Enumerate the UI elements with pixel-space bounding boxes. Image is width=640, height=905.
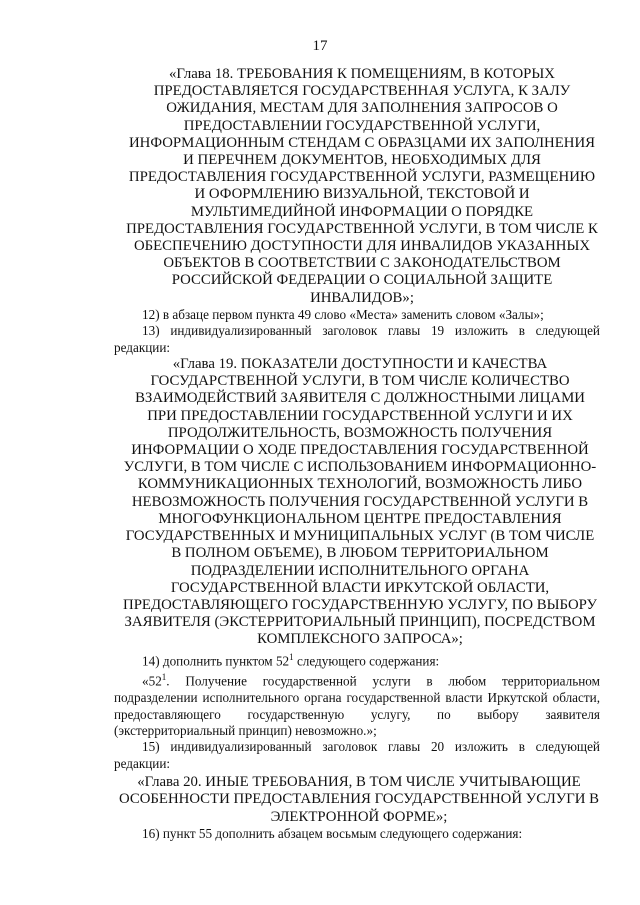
item-15: 15) индивидуализированный заголовок главы 20 изложить в следующей редакции: (114, 739, 600, 771)
chapter-18-heading: «Глава 18. ТРЕБОВАНИЯ К ПОМЕЩЕНИЯМ, В КОТОРЫХ ПРЕДОСТАВЛЯЕТСЯ ГОСУДАРСТВЕННАЯ УСЛУГА, К ЗАЛУ ОЖИДАНИЯ, МЕСТАМ ДЛЯ ЗАПОЛНЕНИЯ ЗАПРОСОВ О ПРЕДОСТАВЛЕНИИ ГОСУДАРСТВЕННОЙ УСЛУГИ, ИНФОРМАЦИОННЫМ СТЕНДАМ С ОБРАЗЦАМИ ИХ ЗАПОЛНЕНИЯ И ПЕРЕЧНЕМ ДОКУМЕНТОВ, НЕОБХОДИМЫХ ДЛЯ ПРЕДОСТАВЛЕНИЯ ГОСУДАРСТВЕННОЙ УСЛУГИ, РАЗМЕЩЕНИЮ И ОФОРМЛЕНИЮ ВИЗУАЛЬНОЙ, ТЕКСТОВОЙ И МУЛЬТИМЕДИЙНОЙ ИНФОРМАЦИИ О ПОРЯДКЕ ПРЕДОСТАВЛЕНИЯ ГОСУДАРСТВЕННОЙ УСЛУГИ, В ТОМ ЧИСЛЕ К ОБЕСПЕЧЕНИЮ ДОСТУПНОСТИ ДЛЯ ИНВАЛИДОВ УКАЗАННЫХ ОБЪЕКТОВ В СООТВЕТСТВИИ С ЗАКОНОДАТЕЛЬСТВОМ РОССИЙСКОЙ ФЕДЕРАЦИИ О СОЦИАЛЬНОЙ ЗАЩИТЕ ИНВАЛИДОВ»; (126, 66, 598, 306)
item-14 (114, 649, 600, 670)
document-body (114, 66, 600, 842)
paragraph-52-1-superscript: 1 (161, 672, 167, 683)
item-12: 12) в абзаце первом пункта 49 слово «Места» заменить словом «Залы»; (142, 306, 544, 322)
item-16: 16) пункт 55 дополнить абзацем восьмым следующего содержания: (142, 825, 523, 841)
chapter-20-heading: «Глава 20. ИНЫЕ ТРЕБОВАНИЯ, В ТОМ ЧИСЛЕ УЧИТЫВАЮЩИЕ ОСОБЕННОСТИ ПРЕДОСТАВЛЕНИЯ ГОСУДАРСТВЕННОЙ УСЛУГИ В ЭЛЕКТРОННОЙ ФОРМЕ»; (118, 774, 600, 825)
item-14-tail: следующего содержания: (293, 652, 440, 668)
chapter-19-heading: «Глава 19. ПОКАЗАТЕЛИ ДОСТУПНОСТИ И КАЧЕСТВА ГОСУДАРСТВЕННОЙ УСЛУГИ, В ТОМ ЧИСЛЕ КОЛИЧЕСТВО ВЗАИМОДЕЙСТВИЙ ЗАЯВИТЕЛЯ С ДОЛЖНОСТНЫМИ ЛИЦАМИ ПРИ ПРЕДОСТАВЛЕНИИ ГОСУДАРСТВЕННОЙ УСЛУГИ И ИХ ПРОДОЛЖИТЕЛЬНОСТЬ, ВОЗМОЖНОСТЬ ПОЛУЧЕНИЯ ИНФОРМАЦИИ О ХОДЕ ПРЕДОСТАВЛЕНИЯ ГОСУДАРСТВЕННОЙ УСЛУГИ, В ТОМ ЧИСЛЕ С ИСПОЛЬЗОВАНИЕМ ИНФОРМАЦИОННО-КОММУНИКАЦИОННЫХ ТЕХНОЛОГИЙ, ВОЗМОЖНОСТЬ ЛИБО НЕВОЗМОЖНОСТЬ ПОЛУЧЕНИЯ ГОСУДАРСТВЕННОЙ УСЛУГИ В МНОГОФУНКЦИОНАЛЬНОМ ЦЕНТРЕ ПРЕДОСТАВЛЕНИЯ ГОСУДАРСТВЕННЫХ И МУНИЦИПАЛЬНЫХ УСЛУГ (В ТОМ ЧИСЛЕ В ПОЛНОМ ОБЪЕМЕ), В ЛЮБОМ ТЕРРИТОРИАЛЬНОМ ПОДРАЗДЕЛЕНИИ ИСПОЛНИТЕЛЬНОГО ОРГАНА ГОСУДАРСТВЕННОЙ ВЛАСТИ ИРКУТСКОЙ ОБЛАСТИ, ПРЕДОСТАВЛЯЮЩЕГО ГОСУДАРСТВЕННУЮ УСЛУГУ, ПО ВЫБОРУ ЗАЯВИТЕЛЯ (ЭКСТЕРРИТОРИАЛЬНЫЙ ПРИНЦИП), ПОСРЕДСТВОМ КОМПЛЕКСНОГО ЗАПРОСА»; (123, 356, 597, 648)
item-14-superscript: 1 (289, 651, 294, 662)
item-14-text: 14) дополнить пунктом 52 (142, 652, 290, 668)
paragraph-52-1 (114, 669, 600, 739)
paragraph-52-1-number: «52 (142, 673, 162, 689)
paragraph-52-1-text: . Получение государственной услуги в любом территориальном подразделении исполнительного органа государственной власти Иркутской области, предоставляющего государственную услугу, по выбору заявителя (экстерриториальный принцип) невозможно.»; (114, 673, 600, 738)
item-13: 13) индивидуализированный заголовок главы 19 изложить в следующей редакции: (114, 323, 600, 355)
page-number: 17 (312, 38, 328, 54)
